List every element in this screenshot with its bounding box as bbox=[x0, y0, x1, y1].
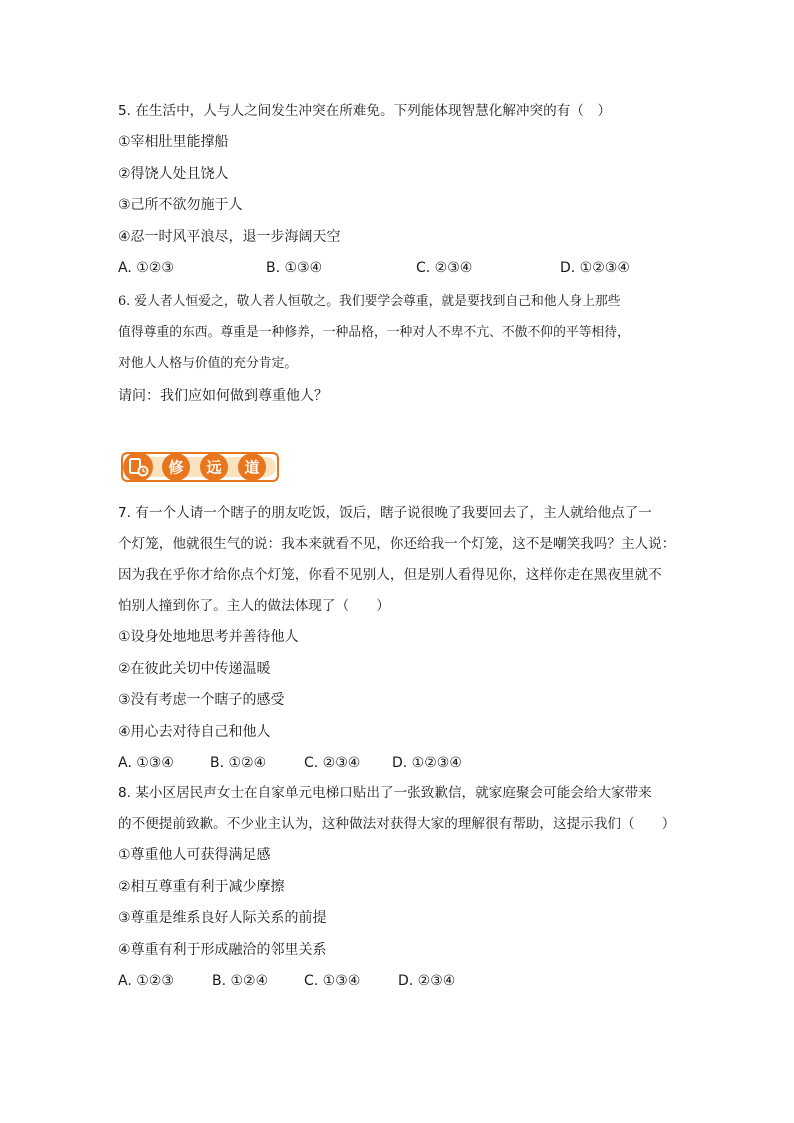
option-b: B. ①②④ bbox=[210, 755, 267, 771]
banner-char-2: 远 bbox=[206, 458, 222, 477]
question-stem: 7. 有一个人请一个瞎子的朋友吃饭，饭后，瞎子说很晚了我要回去了，主人就给他点了一 bbox=[118, 505, 652, 521]
answer-item: ③尊重是维系良好人际关系的前提 bbox=[118, 910, 327, 926]
option-d: D. ①②③④ bbox=[560, 260, 630, 276]
answer-item: ③己所不欲勿施于人 bbox=[118, 197, 243, 213]
question-stem: 怕别人撞到你了。主人的做法体现了（ ） bbox=[118, 598, 390, 614]
answer-item: ①尊重他人可获得满足感 bbox=[118, 847, 271, 863]
answer-item: ④忍一时风平浪尽，退一步海阔天空 bbox=[118, 228, 341, 245]
question-6 bbox=[118, 286, 678, 413]
option-a: A. ①②③ bbox=[118, 260, 174, 276]
option-row bbox=[118, 748, 678, 780]
option-c: C. ②③④ bbox=[304, 755, 361, 771]
passage-line: 值得尊重的东西。尊重是一种修养，一种品格，一种对人不卑不亢、不傲不仰的平等相待， bbox=[118, 325, 630, 340]
option-a: A. ①②③ bbox=[118, 973, 174, 989]
banner-char-3: 道 bbox=[244, 458, 260, 477]
option-b: B. ①③④ bbox=[266, 260, 323, 276]
answer-item: ④尊重有利于形成融洽的邻里关系 bbox=[118, 941, 327, 958]
answer-item: ①宰相肚里能撑船 bbox=[118, 134, 229, 150]
question-stem: 的不便提前致歉。不少业主认为，这种做法对获得大家的理解很有帮助，这提示我们（ ） bbox=[118, 816, 676, 832]
question-7 bbox=[118, 498, 678, 780]
answer-item: ①设身处地地思考并善待他人 bbox=[118, 629, 299, 645]
question-stem: 8. 某小区居民声女士在自家单元电梯口贴出了一张致歉信，就家庭聚会可能会给大家带来 bbox=[118, 785, 652, 801]
banner-char-1: 修 bbox=[168, 458, 184, 477]
answer-item: ④用心去对待自己和他人 bbox=[118, 723, 271, 740]
option-a: A. ①③④ bbox=[118, 755, 174, 771]
answer-item: ②得饶人处且饶人 bbox=[118, 165, 229, 182]
passage-line: 6. 爱人者人恒爱之，敬人者人恒敬之。我们要学会尊重，就是要找到自己和他人身上那些 bbox=[118, 294, 621, 309]
question-8 bbox=[118, 778, 678, 998]
banner-graphic bbox=[118, 449, 282, 485]
passage-line: 对他人人格与价值的充分肯定。 bbox=[118, 356, 298, 371]
option-row bbox=[118, 966, 678, 998]
book-clock-icon bbox=[123, 452, 153, 482]
question-stem: 因为我在乎你才给你点个灯笼，你看不见别人，但是别人看得见你，这样你走在黑夜里就不 bbox=[118, 567, 662, 583]
answer-item: ②相互尊重有利于减少摩擦 bbox=[118, 878, 285, 895]
question-stem: 5. 在生活中，人与人之间发生冲突在所难免。下列能体现智慧化解冲突的有（ ） bbox=[118, 103, 612, 119]
option-d: D. ②③④ bbox=[398, 973, 456, 989]
question-5 bbox=[118, 96, 678, 285]
answer-item: ②在彼此关切中传递温暖 bbox=[118, 660, 271, 677]
option-c: C. ①③④ bbox=[304, 973, 361, 989]
section-banner bbox=[118, 449, 282, 485]
option-b: B. ①②④ bbox=[212, 973, 269, 989]
option-row bbox=[118, 253, 678, 285]
option-c: C. ②③④ bbox=[416, 260, 473, 276]
option-d: D. ①②③④ bbox=[392, 755, 462, 771]
question-prompt: 请问：我们应如何做到尊重他人？ bbox=[118, 388, 328, 404]
answer-item: ③没有考虑一个瞎子的感受 bbox=[118, 692, 285, 708]
question-stem: 个灯笼，他就很生气的说：我本来就看不见，你还给我一个灯笼，这不是嘲笑我吗？主人说： bbox=[118, 536, 676, 552]
